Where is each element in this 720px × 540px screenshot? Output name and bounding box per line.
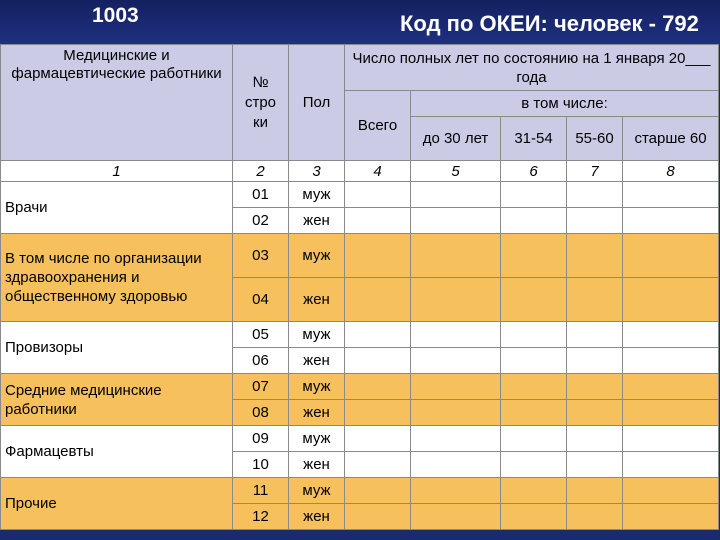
data-cell[interactable] [567,400,623,426]
data-cell[interactable] [567,182,623,208]
data-cell[interactable] [623,478,719,504]
column-number: 6 [501,161,567,182]
row-sex: муж [289,374,345,400]
table-row [1,322,719,348]
row-code: 05 [233,322,289,348]
row-code: 08 [233,400,289,426]
header-sex: Пол [289,45,345,161]
row-code: 02 [233,208,289,234]
okei-code: Код по ОКЕИ: человек - 792 [400,11,699,36]
data-cell[interactable] [501,504,567,530]
data-cell[interactable] [501,478,567,504]
row-code: 09 [233,426,289,452]
data-cell[interactable] [411,374,501,400]
data-cell[interactable] [345,322,411,348]
data-cell[interactable] [345,504,411,530]
data-cell[interactable] [411,452,501,478]
group-name-doctors: Врачи [1,182,233,234]
group-name-pharmacy-technicians: Фармацевты [1,426,233,478]
header-total: Всего [345,91,411,161]
data-cell[interactable] [501,182,567,208]
row-sex: муж [289,234,345,278]
column-number: 2 [233,161,289,182]
header-age-31-54: 31-54 [501,117,567,161]
data-cell[interactable] [345,234,411,278]
row-sex: муж [289,182,345,208]
data-cell[interactable] [411,322,501,348]
row-code: 03 [233,234,289,278]
group-name-others: Прочие [1,478,233,530]
statistics-table [0,44,719,530]
data-cell[interactable] [623,504,719,530]
row-sex: жен [289,208,345,234]
data-cell[interactable] [501,426,567,452]
data-cell[interactable] [567,208,623,234]
column-number: 5 [411,161,501,182]
row-sex: муж [289,322,345,348]
data-cell[interactable] [567,504,623,530]
data-cell[interactable] [567,348,623,374]
column-number: 1 [1,161,233,182]
data-cell[interactable] [411,400,501,426]
row-code: 07 [233,374,289,400]
data-cell[interactable] [623,348,719,374]
header-including: в том числе: [411,91,719,117]
data-cell[interactable] [411,348,501,374]
column-number: 3 [289,161,345,182]
row-code: 10 [233,452,289,478]
data-cell[interactable] [501,278,567,322]
data-cell[interactable] [501,322,567,348]
table-row [1,478,719,504]
bottom-bar [0,534,720,540]
data-cell[interactable] [623,234,719,278]
data-cell[interactable] [501,374,567,400]
data-cell[interactable] [623,322,719,348]
table-row [1,426,719,452]
data-cell[interactable] [567,322,623,348]
header-row-number: № стро ки [233,45,289,161]
data-cell[interactable] [567,426,623,452]
data-cell[interactable] [411,182,501,208]
group-name-public-health: В том числе по организации здравоохранения и общественному здоровью [1,234,233,322]
data-cell[interactable] [567,234,623,278]
data-cell[interactable] [501,400,567,426]
table-row [1,182,719,208]
row-sex: жен [289,348,345,374]
row-code: 11 [233,478,289,504]
data-cell[interactable] [345,208,411,234]
row-code: 06 [233,348,289,374]
row-sex: муж [289,478,345,504]
column-number: 8 [623,161,719,182]
column-numbers-row [1,161,719,182]
data-cell[interactable] [501,452,567,478]
data-cell[interactable] [501,348,567,374]
header-age-under-30: до 30 лет [411,117,501,161]
data-cell[interactable] [567,278,623,322]
data-cell[interactable] [411,426,501,452]
form-code: 1003 [92,4,139,27]
data-cell[interactable] [411,234,501,278]
data-cell[interactable] [411,478,501,504]
row-sex: жен [289,278,345,322]
data-cell[interactable] [623,374,719,400]
row-code: 04 [233,278,289,322]
header-age-55-60: 55-60 [567,117,623,161]
data-cell[interactable] [623,182,719,208]
row-code: 01 [233,182,289,208]
data-cell[interactable] [345,426,411,452]
group-name-nurses: Средние медицинские работники [1,374,233,426]
data-cell[interactable] [345,400,411,426]
column-number: 7 [567,161,623,182]
table-row [1,234,719,278]
group-name-pharmacists: Провизоры [1,322,233,374]
table-row [1,374,719,400]
data-cell[interactable] [345,348,411,374]
data-cell[interactable] [623,208,719,234]
row-code: 12 [233,504,289,530]
data-cell[interactable] [345,478,411,504]
data-cell[interactable] [411,504,501,530]
data-cell[interactable] [623,426,719,452]
row-sex: муж [289,426,345,452]
data-cell[interactable] [411,278,501,322]
data-cell[interactable] [345,374,411,400]
title-bar [0,0,720,44]
data-cell[interactable] [623,452,719,478]
data-cell[interactable] [567,374,623,400]
data-cell[interactable] [501,234,567,278]
row-sex: жен [289,452,345,478]
statistics-table-container [0,44,720,534]
data-cell[interactable] [623,278,719,322]
row-sex: жен [289,504,345,530]
header-age-over-60: старше 60 [623,117,719,161]
row-sex: жен [289,400,345,426]
data-cell[interactable] [567,452,623,478]
data-cell[interactable] [345,452,411,478]
column-number: 4 [345,161,411,182]
data-cell[interactable] [411,208,501,234]
data-cell[interactable] [501,208,567,234]
header-full-years: Число полных лет по состоянию на 1 января 20___ года [345,45,719,91]
data-cell[interactable] [623,400,719,426]
data-cell[interactable] [567,478,623,504]
data-cell[interactable] [345,182,411,208]
data-cell[interactable] [345,278,411,322]
header-workers: Медицинские и фармацевтические работники [1,45,233,161]
